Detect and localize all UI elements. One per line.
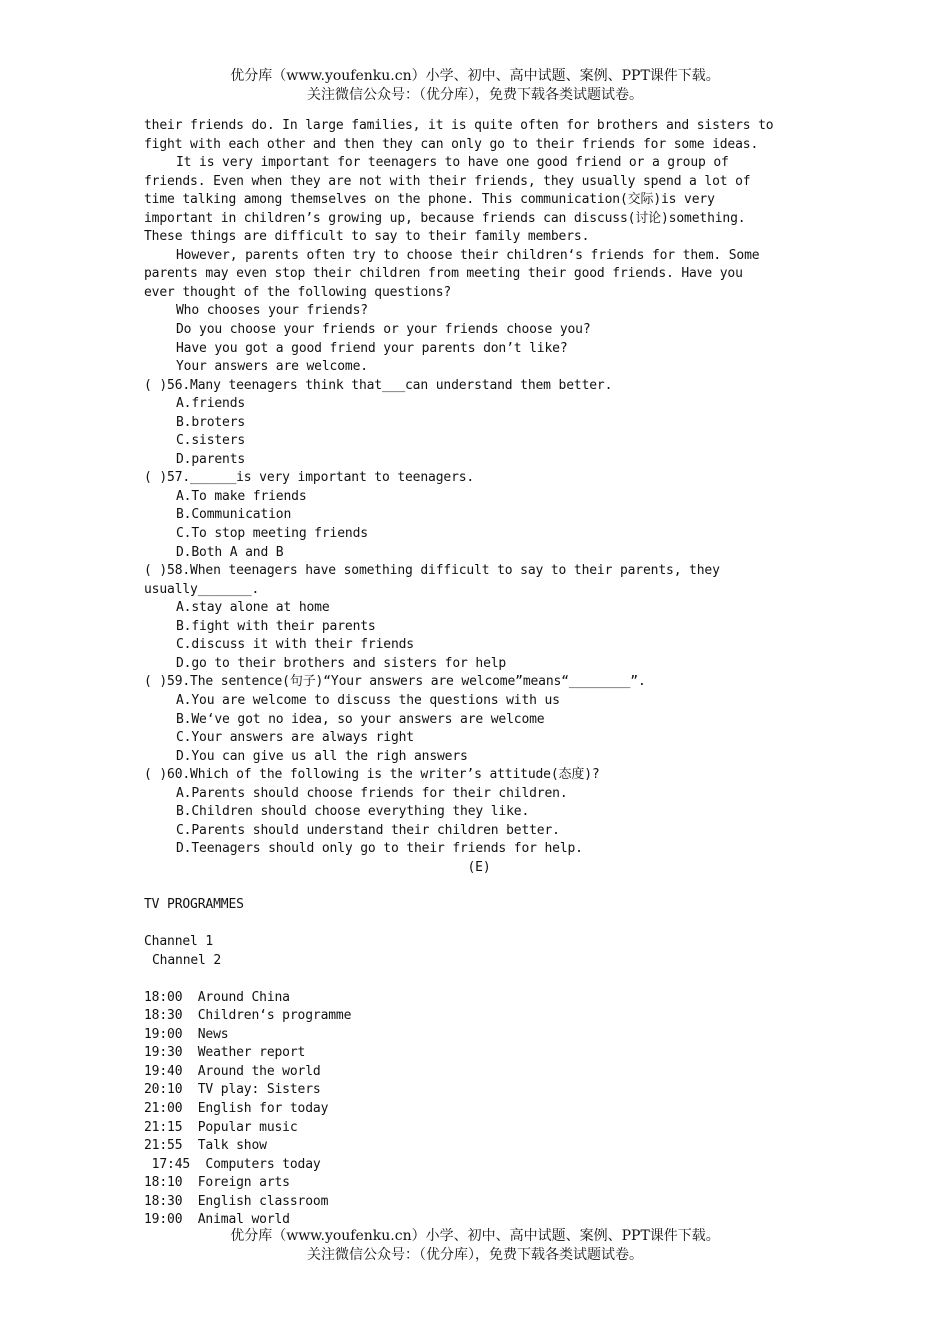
passage-line: Who chooses your friends? [176, 303, 368, 319]
question-56-option-c: C.sisters [176, 433, 246, 449]
tv-title: TV PROGRAMMES [144, 896, 244, 912]
tv-row: 20:10 TV play: Sisters [144, 1082, 321, 1098]
spacer [144, 970, 814, 989]
question-57-option-b: B.Communication [176, 507, 292, 523]
tv-row: 18:00 Around China [144, 989, 290, 1005]
page-header [0, 67, 950, 105]
passage-line: It is very important for teenagers to have one good friend or a group of [176, 155, 729, 171]
question-56-option-a: A.friends [176, 396, 246, 412]
question-58-stem: ( )58.When teenagers have something difficult to say to their parents, they [144, 563, 720, 579]
question-57-option-c: C.To stop meeting friends [176, 526, 368, 542]
question-58-stem-continued: usually_______. [144, 581, 260, 597]
question-60-option-c: C.Parents should understand their children better. [176, 822, 560, 838]
document-body [144, 117, 814, 1230]
question-58-option-c: C.discuss it with their friends [176, 637, 414, 653]
passage-line: Your answers are welcome. [176, 359, 368, 375]
question-59-option-d: D.You can give us all the righ answers [176, 748, 468, 764]
tv-row: 17:45 Computers today [144, 1156, 321, 1172]
question-60-stem: ( )60.Which of the following is the writer’s attitude(态度)? [144, 767, 600, 783]
passage-line: fight with each other and then they can only go to their friends for some ideas. [144, 136, 759, 152]
header-line-1: 优分库（www.youfenku.cn）小学、初中、高中试题、案例、PPT课件下载。 [230, 68, 720, 84]
tv-row: 19:30 Weather report [144, 1045, 306, 1061]
question-56-option-d: D.parents [176, 451, 246, 467]
question-60-option-a: A.Parents should choose friends for their children. [176, 785, 568, 801]
tv-row: 19:00 News [144, 1026, 229, 1042]
page-footer [0, 1227, 950, 1265]
question-58-option-a: A.stay alone at home [176, 600, 330, 616]
question-57-option-a: A.To make friends [176, 488, 307, 504]
question-60-option-d: D.Teenagers should only go to their friends for help. [176, 841, 583, 857]
passage-line: parents may even stop their children from meeting their good friends. Have you [144, 266, 743, 282]
question-59-stem: ( )59.The sentence(句子)“Your answers are welcome”means“________”. [144, 674, 646, 690]
passage-line: Do you choose your friends or your friends choose you? [176, 322, 591, 338]
passage-line: Have you got a good friend your parents don’t like? [176, 340, 568, 356]
passage-line: their friends do. In large families, it is quite often for brothers and sisters to [144, 118, 774, 133]
section-label: (E) [467, 859, 491, 875]
tv-row: 19:00 Animal world [144, 1212, 290, 1228]
tv-row: 21:15 Popular music [144, 1119, 298, 1135]
channel-2-label: Channel 2 [152, 952, 222, 968]
question-59-option-b: B.We‘ve got no idea, so your answers are welcome [176, 711, 545, 727]
header-line-2: 关注微信公众号：（优分库），免费下载各类试题试卷。 [307, 87, 643, 103]
channel-1-label: Channel 1 [144, 934, 214, 950]
question-60-option-b: B.Children should choose everything they like. [176, 804, 530, 820]
spacer [144, 915, 814, 934]
passage-line: friends. Even when they are not with their friends, they usually spend a lot of [144, 173, 751, 189]
tv-row: 18:30 English classroom [144, 1193, 329, 1209]
tv-row: 21:55 Talk show [144, 1138, 267, 1154]
tv-row: 18:10 Foreign arts [144, 1175, 290, 1191]
footer-line-2: 关注微信公众号：（优分库），免费下载各类试题试卷。 [307, 1247, 643, 1263]
question-58-option-d: D.go to their brothers and sisters for help [176, 655, 507, 671]
question-59-option-a: A.You are welcome to discuss the questions with us [176, 692, 560, 708]
spacer [144, 877, 814, 896]
tv-row: 19:40 Around the world [144, 1063, 321, 1079]
tv-row: 21:00 English for today [144, 1100, 329, 1116]
question-56-option-b: B.broters [176, 414, 246, 430]
footer-line-1: 优分库（www.youfenku.cn）小学、初中、高中试题、案例、PPT课件下载。 [230, 1228, 720, 1244]
tv-row: 18:30 Children‘s programme [144, 1008, 352, 1024]
question-57-stem: ( )57.______is very important to teenagers. [144, 470, 475, 486]
question-59-option-c: C.Your answers are always right [176, 730, 414, 746]
passage-line: These things are difficult to say to their family members. [144, 229, 590, 245]
question-58-option-b: B.fight with their parents [176, 618, 376, 634]
passage-line: time talking among themselves on the phone. This communication(交际)is very [144, 192, 715, 208]
question-57-option-d: D.Both A and B [176, 544, 284, 560]
passage-line: ever thought of the following questions? [144, 284, 452, 300]
passage-line: However, parents often try to choose their children‘s friends for them. Some [176, 247, 760, 263]
passage-line: important in children’s growing up, because friends can discuss(讨论)something. [144, 210, 746, 226]
question-56-stem: ( )56.Many teenagers think that___can understand them better. [144, 377, 613, 393]
